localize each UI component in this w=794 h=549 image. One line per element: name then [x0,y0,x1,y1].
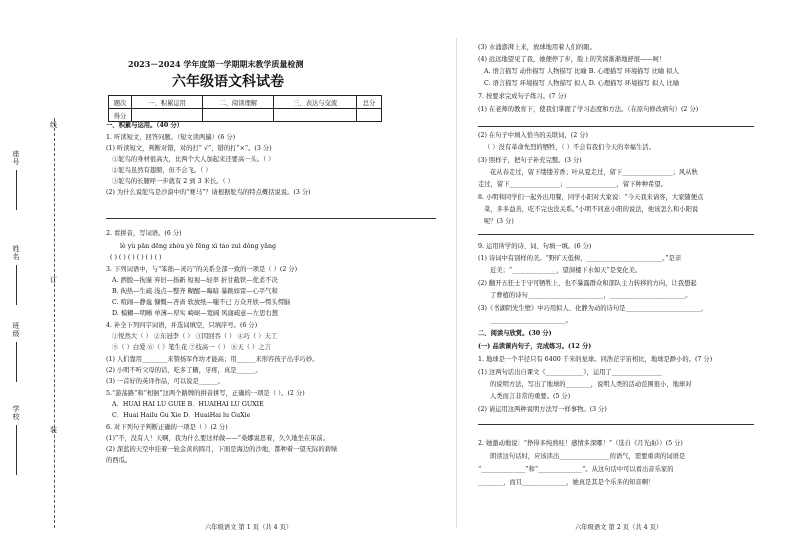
score-input-cell[interactable] [203,109,274,122]
binding-dashed-line [54,118,55,528]
name-label: 姓名 [12,245,20,261]
question-line: (1) 这两句话出自课文《____________》，运用了________________ [478,369,663,376]
score-cell: 三、表达与交流 [274,96,357,109]
name-field[interactable] [16,265,17,305]
score-input-cell[interactable] [274,109,357,122]
option-line: C．Huai Hailu Gu Xie D．HuaiHai lu GuXie [112,412,251,419]
class-label: 班级 [12,322,20,338]
score-table-header-row [109,96,382,109]
exam-header: 2023－2024 学年度第一学期期末教学质量检测 [128,59,304,69]
score-cell: 总分 [357,96,382,109]
question-line: 3. 下列词语中，与“笨拙—灵巧”的关系全部一致的一项是（ ）(2 分) [106,266,298,273]
question-line: 2. 她激动地说：“挣得多纯熟哇！感情多深哪！”（选自《月光曲》）(5 分) [478,440,683,447]
question-line: 1. 地球是一个半径只有 6400 千米的星球。同浩茫宇宙相比，地球是渺小的。(7 分) [478,356,713,363]
question-line: 2. 看拼音，写词语。(6 分) [106,230,182,237]
binding-gutter [0,0,62,549]
binding-word-ding: 订 [50,276,57,284]
answer-line[interactable] [478,234,754,235]
score-cell: 得分 [109,109,132,122]
section-heading: 一、积累与运用。（40 分） [106,122,184,129]
exam-title: 六年级语文科试卷 [172,74,284,90]
question-line: ②鸵鸟虽然有翅膀，但不会飞。（ ） [112,167,212,174]
pinyin-line: lè yù pān dēng zhòu yè fēng xì táo zuì dǒng yǎng [120,243,277,250]
question-line: ③鸵鸟的长腿呼一步就有 2 到 3 米长。（ ） [112,178,234,185]
question-line: (2) 在句子中填入恰当的关联词，(2 分) [478,132,588,139]
score-cell: 二、阅读理解 [203,96,274,109]
question-line: ________，而且______________，她真是其是个乐多的知音啊！ [478,479,655,486]
question-line: 9. 运用所学的诗、词、句填一填。(6 分) [478,243,592,250]
question-line: 人类而言非常的重要。(5 分) [490,393,571,400]
page-footer: 六年级语文 第 1 页（共 4 页） [205,524,293,531]
question-line: (2) 为什么说鸵鸟是沙漠中的“赛马”？请根据鸵鸟的特点概括说说。(3 分) [106,189,311,196]
section-heading: 二、阅读与欣赏。(30 分) [478,330,552,337]
question-line: 8. 小明和同学们一起外出用餐，同学小阳对大家说：“今天我来请客，大家随便点 [478,194,704,201]
school-label: 学校 [12,405,20,421]
option-line: A. 语言描写 动作描写 人物描写 比喻 B. 心理描写 环境描写 比喻 拟人 [484,68,679,75]
score-input-cell[interactable] [132,109,203,122]
question-line: ________________________。 [490,317,572,324]
question-line: （ ）没有革命先烈的牺牲，（ ）不会有我们今天的幸福生活。 [484,144,655,151]
question-line: (3) 照样子，把句子补充完整。(3 分) [478,157,582,164]
question-line: ①鸵鸟的身材很高大，比两个大人加起来还要高一头。（ ） [112,156,275,163]
score-cell: 一、积累运用 [132,96,203,109]
seat-number-label: 座号 [12,150,20,166]
question-line: (2) 请运用这两种说明方法写一样事物。(3 分) [478,406,607,413]
question-line: (1) 在老师的教育下，使我们掌握了学习态度和方法。（在原句修改病句）(2 分) [478,106,699,113]
question-line: 5.“游荡路”和“相徊”这两个路牌的拼音拼写，正确的一项是（ ）。(2 分) [106,390,305,397]
question-line: (2) 小明不听父母的话，吃多了糖，牙疼，真是______。 [106,367,262,374]
question-line: (4) 远远地望见了我，她便停了步，脸上的笑窝渐渐地舒展——呵！ [478,56,666,63]
option-line: B. 拘热—生疏 浅点—整齐 糊醒—晦暗 暴跳如雷—心平气和 [112,288,278,295]
question-line: 的西瓜。 [106,457,132,464]
score-table [108,95,382,122]
question-line: 菜，多多益善，吃不完也没关系。”小明不同意小阳的说法，他该怎么和小阳说 [484,206,699,213]
question-line: 花从春走过，留下缕缕芳香；叶从夏走过，留下________________；风从秋 [490,169,698,176]
question-line: 4. 补全下列四字词语，并选词填空，只填序号。(6 分) [106,322,258,329]
page-footer: 六年级语文 第 2 页（共 4 页） [575,524,663,531]
answer-line[interactable] [478,424,754,425]
school-field[interactable] [16,425,17,475]
question-line: (1) 诗词中有别样的美。“野旷天低树，________________________。”是亲 [478,255,682,262]
option-line: D. 模糊—明晰 单薄—厚实 崎岖—宽阔 风谢疏意—左思右想 [112,310,278,317]
question-line: 1. 听读短文，回答问题。（短文读两遍）(6 分) [106,134,236,141]
question-line: 近美；“______________，望洞楼下水如天”是变化美。 [490,267,642,274]
answer-brackets[interactable]: ( ) ( ) ( ) ( ) ( ) ( ) [110,254,162,261]
option-line: ⑤（ ）白爱 ⑥（ ）笔生花 ⑦技高一（ ） ⑧天（ ）之言 [112,344,271,351]
question-line: 6. 对下列句子判断正确的一项是（ ）(2 分) [106,424,228,431]
option-line: C. 语言描写 环境描写 人物描写 拟人 D. 心理描写 环境描写 拟人 比喻 [484,80,680,87]
question-line: (3) 水涌澎湃上来，放球地用着人们的眼。 [478,44,596,51]
class-field[interactable] [16,342,17,382]
score-table-score-row [109,109,382,122]
question-line: (2) 翻开五狂士于守可牺牲上，也不暴露群众和部队主力转移的方向，让我想起 [478,280,697,287]
question-line: 7. 按要求完成句子练习。(7 分) [478,93,567,100]
question-line: (1) 人们靠用________来赞扬军作坊才能高；用______来形容孩子出乎巧妙。 [106,356,319,363]
option-line: C. 喧闹—静谧 慷慨—吝啬 软放纸—嗤不已 万众开欣—愕头愕脑 [112,299,291,306]
page-divider [456,38,457,528]
answer-line[interactable] [106,218,436,219]
seat-number-field[interactable] [16,170,17,210]
option-line: ①悦然大（ ） ②东冠李（ ） ③因回吞（ ） ④巧（ ）天工 [112,333,278,340]
option-line: A．HUAI HAI LU GUIE B．HUAIHAI LU GUXIE [112,401,264,408]
question-line: “______________”和“______________”。从这句话中可以看出音乐家的 [478,466,674,473]
question-line: (1) 听读短文，判断对错，对的打“ √”，错的打“×”。(3 分) [106,145,272,152]
question-line: 的说明方法，写出了地球的________，说明人类的活动范围很小，地球对 [490,381,692,388]
question-line: (3) 一首好的英译作品，可以说是______。 [106,378,224,385]
question-line: (2) 深蓝的天空中挂着一轮金黄的圆月，下面是海边的沙地，都种着一望无际的碧绿 [106,446,338,453]
question-line: 走过，留下________________；________________，留下种种希望。 [478,181,667,188]
binding-word-zhuang: 装 [50,426,57,434]
score-cell: 题次 [109,96,132,109]
answer-line[interactable] [478,126,754,127]
question-line: 朗读这句话时，应该读出________________的语气，需要重读的词语是 [490,453,686,460]
score-input-cell[interactable] [357,109,382,122]
binding-word-line: 线 [50,121,57,129]
option-line: A. 洒脱—拘谨 弃旧—扬新 短视—轻率 折甘截铁—优柔不决 [112,277,278,284]
question-line: (3)《书湖阴先生壁》中巧用拟人、化静为动的诗句是________________________， [478,305,708,312]
question-line: 了曹植的诗句________________________，________________________。 [490,292,692,299]
question-line: 呢？(3 分) [484,218,514,225]
question-line: (1)“不，没有人！天啊，我为什么要这样做——”桑娜说思着，久久地坐在床前。 [106,435,330,442]
subsection-heading: (一) 品读课内句子，完成练习。(12 分) [478,343,592,350]
